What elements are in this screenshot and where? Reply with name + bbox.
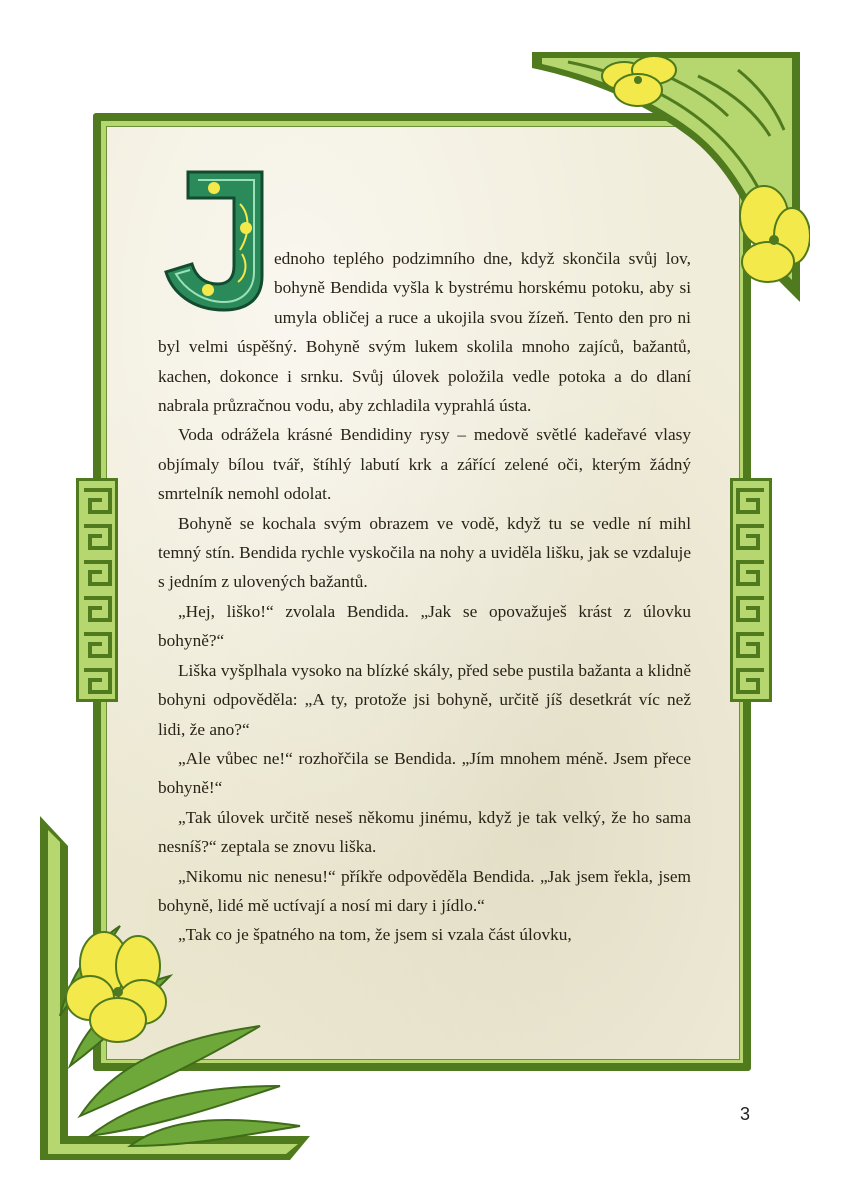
paragraph-5: Liška vyšplhala vysoko na blízké skály, před sebe pustila bažanta a klidně bohyni odpověděla: „A ty, protože jsi bohyně, určitě jíš desetkrát víc než lidi, že ano?“ [158, 660, 691, 739]
pansy-bottom-icon [66, 932, 166, 1042]
story-text [158, 244, 691, 950]
paragraph-1: ednoho teplého podzimního dne, když skončila svůj lov, bohyně Bendida vyšla k bystrému horskému potoku, aby si umyla obličej a ruce a ukojila svou žízeň. Tento den pro ni byl velmi úspěšný. Bohyně svým lukem skolila mnoho zajíců, bažantů, kachen, dokonce i srnku. Svůj úlovek položila vedle potoka a do dlaní nabrala průzračnou vodu, aby zchladila vyprahlá ústa. [158, 249, 691, 416]
paragraph-8: „Nikomu nic nenesu!“ příkře odpověděla Bendida. „Jak jsem řekla, jsem bohyně, lidé mě uctívají a nosí mi dary i jídlo.“ [158, 866, 691, 915]
greek-key-right-icon [730, 478, 772, 702]
illuminated-letter-j-icon [158, 164, 270, 312]
paragraph-4: „Hej, liško!“ zvolala Bendida. „Jak se opovažuješ krást z úlovku bohyně?“ [158, 601, 691, 651]
paragraph-9: „Tak co je špatného na tom, že jsem si vzala část úlovku, [178, 925, 572, 945]
paragraph-7: „Tak úlovek určitě neseš někomu jinému, když je tak velký, že ho sama nesníš?“ zeptala se znovu liška. [158, 807, 691, 857]
paragraph-3: Bohyně se kochala svým obrazem ve vodě, když tu se vedle ní mihl temný stín. Bendida rychle vyskočila na nohy a uviděla lišku, jak se vzdaluje s jedním z ulovených bažantů. [158, 513, 691, 592]
page-number: 3 [740, 1104, 751, 1124]
paragraph-6: „Ale vůbec ne!“ rozhořčila se Bendida. „Jím mnohem méně. Jsem přece bohyně!“ [158, 748, 691, 798]
greek-key-left-icon [76, 478, 118, 702]
paragraph-2: Voda odrážela krásné Bendidiny rysy – medově světlé kadeřavé vlasy objímaly bílou tvář, štíhlý labutí krk a zářící zelené oči, kterým žádný smrtelník nemohl odolat. [158, 425, 691, 504]
